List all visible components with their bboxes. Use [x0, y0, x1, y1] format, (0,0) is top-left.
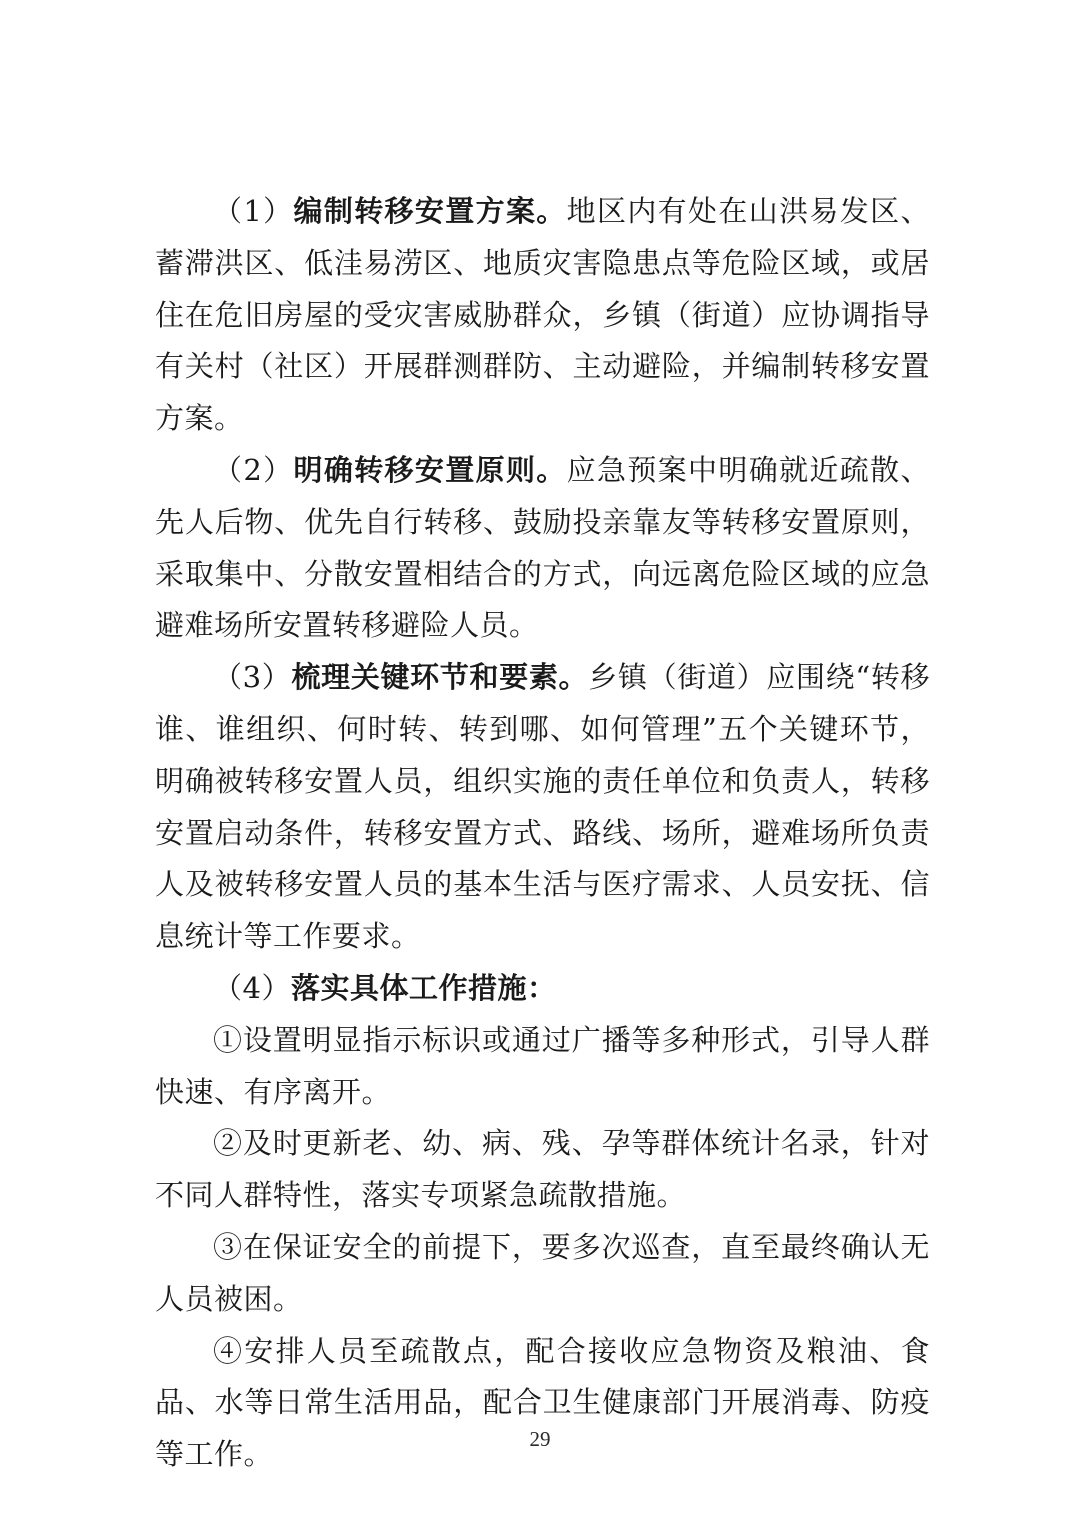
section-4-heading: 落实具体工作措施： — [290, 970, 557, 1005]
section-1-body: 地区内有处在山洪易发区、蓄滞洪区、低洼易涝区、地质灾害隐患点等危险区域，或居住在危旧房屋的受灾害威胁群众，乡镇（街道）应协调指导有关村（社区）开展群测群防、主动避险，并编制转移安置方案。 — [155, 194, 930, 436]
section-4-paragraph — [155, 963, 930, 1015]
measure-3: ③在保证安全的前提下，要多次巡查，直至最终确认无人员被困。 — [155, 1229, 930, 1316]
section-3-paragraph — [155, 652, 930, 963]
section-2-label: （2） — [213, 452, 294, 487]
section-3-label: （3） — [213, 660, 292, 695]
section-1-label: （1） — [213, 194, 294, 228]
section-3-body: 乡镇（街道）应围绕“转移谁、谁组织、何时转、转到哪、如何管理”五个关键环节，明确被转移安置人员，组织实施的责任单位和负责人，转移安置启动条件，转移安置方式、路线、场所，避难场所负责人及被转移安置人员的基本生活与医疗需求、人员安抚、信息统计等工作要求。 — [155, 660, 931, 954]
section-2-body: 应急预案中明确就近疏散、先人后物、优先自行转移、鼓励投亲靠友等转移安置原则，采取集中、分散安置相结合的方式，向远离危险区域的应急避难场所安置转移避险人员。 — [155, 452, 930, 643]
section-1-heading: 编制转移安置方案。 — [293, 194, 567, 228]
section-1-paragraph — [155, 186, 930, 445]
page-number: 29 — [529, 1427, 551, 1451]
measure-2: ②及时更新老、幼、病、残、孕等群体统计名录，针对不同人群特性，落实专项紧急疏散措施。 — [155, 1126, 930, 1213]
section-2-paragraph — [155, 445, 930, 652]
measure-4: ④安排人员至疏散点，配合接收应急物资及粮油、食品、水等日常生活用品，配合卫生健康部门开展消毒、防疫等工作。 — [155, 1333, 930, 1472]
section-4-label: （4） — [213, 970, 291, 1005]
section-3-heading: 梳理关键环节和要素。 — [291, 660, 589, 695]
section-2-heading: 明确转移安置原则。 — [293, 452, 567, 487]
document-body — [155, 186, 930, 1481]
measure-1: ①设置明显指示标识或通过广播等多种形式，引导人群快速、有序离开。 — [155, 1022, 930, 1109]
